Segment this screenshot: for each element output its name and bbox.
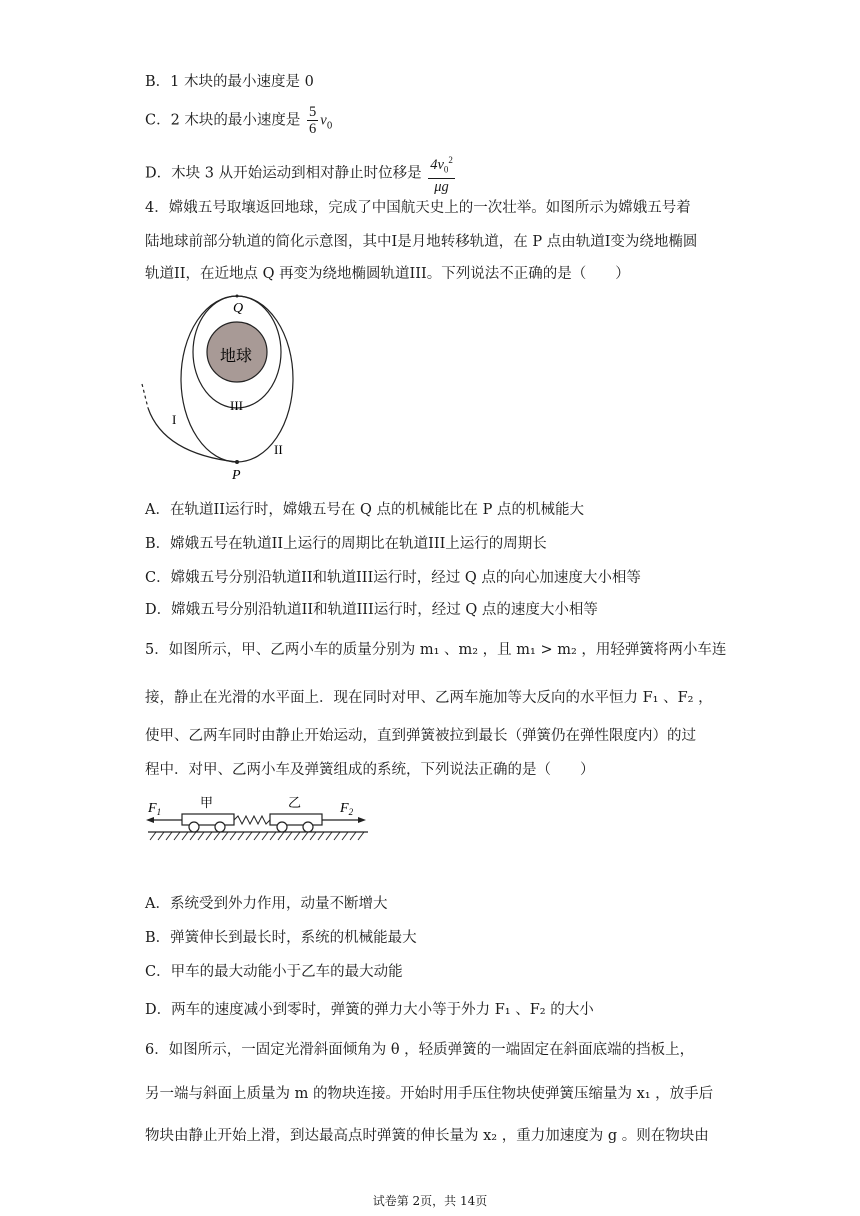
q3-option-d-text: D．木块 3 从开始运动到相对静止时位移是 [145, 165, 422, 182]
q4-option-d: D．嫦娥五号分别沿轨道II和轨道III运行时，经过 Q 点的速度大小相等 [145, 602, 598, 618]
label-f2: $F_2$ [340, 801, 354, 817]
label-iii: III [230, 398, 243, 413]
carts-diagram [140, 790, 372, 848]
q5-stem-line-4: 程中．对甲、乙两小车及弹簧组成的系统，下列说法正确的是（ ） [145, 762, 595, 778]
fraction-numerator: 5 [309, 104, 317, 120]
ground-hatching [150, 832, 364, 840]
q5-stem-line-1: 5．如图所示，甲、乙两小车的质量分别为 m₁ 、m₂ ，且 m₁ > m₂ ，用轻弹簧将两小车连 [145, 642, 727, 658]
velocity-subscript: 0 [326, 121, 333, 132]
arrow-f2-head [358, 817, 366, 823]
q4-option-c: C．嫦娥五号分别沿轨道II和轨道III运行时，经过 Q 点的向心加速度大小相等 [145, 570, 641, 586]
orbit-i [148, 408, 237, 462]
wheel [277, 822, 287, 832]
velocity-symbol: v [320, 112, 327, 129]
q4-option-b: B．嫦娥五号在轨道II上运行的周期比在轨道III上运行的周期长 [145, 536, 547, 552]
q3-option-b: B．1 木块的最小速度是 0 [145, 74, 314, 90]
q6-stem-line-1: 6．如图所示，一固定光滑斜面倾角为 θ ，轻质弹簧的一端固定在斜面底端的挡板上， [145, 1042, 695, 1058]
label-q: Q [233, 301, 244, 316]
q6-stem-line-2: 另一端与斜面上质量为 m 的物块连接。开始时用手压住物块使弹簧压缩量为 x₁ ，放手后 [145, 1086, 714, 1102]
q5-stem-line-3: 使甲、乙两车同时由静止开始运动，直到弹簧被拉到最长（弹簧仍在弹性限度内）的过 [145, 728, 696, 744]
wheel [215, 822, 225, 832]
point-p [235, 460, 239, 464]
point-q [236, 295, 239, 298]
q5-option-b: B．弹簧伸长到最长时，系统的机械能最大 [145, 930, 417, 946]
q5-option-c: C．甲车的最大动能小于乙车的最大动能 [145, 964, 403, 980]
label-f1: $F_1$ [148, 801, 162, 817]
q5-option-d: D．两车的速度减小到零时，弹簧的弹力大小等于外力 F₁ 、F₂ 的大小 [145, 1002, 594, 1018]
fraction [428, 152, 455, 195]
fraction-denominator: 6 [309, 121, 317, 137]
q4-stem-line-1: 4．嫦娥五号取壤返回地球，完成了中国航天史上的一次壮举。如图所示为嫦娥五号着 [145, 200, 691, 216]
fraction-denominator: μg [434, 178, 449, 195]
label-jia: 甲 [200, 795, 214, 810]
label-earth: 地球 [220, 348, 253, 365]
q5-stem-line-2: 接，静止在光滑的水平面上．现在同时对甲、乙两车施加等大反向的水平恒力 F₁ 、F₂ ， [145, 690, 713, 706]
q4-stem-line-3: 轨道II，在近地点 Q 再变为绕地椭圆轨道III。下列说法不正确的是（ ） [145, 266, 630, 282]
label-ii: II [274, 442, 283, 457]
numerator-text: 4v [430, 156, 444, 173]
label-i: I [172, 412, 177, 427]
numerator-subscript: 0 [443, 164, 449, 175]
wheel [189, 822, 199, 832]
label-p: P [232, 468, 241, 483]
numerator-superscript: 2 [448, 155, 453, 165]
orbit-i-dashed [142, 384, 148, 408]
fraction [307, 104, 318, 137]
wheel [303, 822, 313, 832]
spring [234, 816, 270, 824]
q6-stem-line-3: 物块由静止开始上滑，到达最高点时弹簧的伸长量为 x₂ ，重力加速度为 g 。则在物块由 [145, 1128, 709, 1144]
arrow-f1-head [146, 817, 154, 823]
q4-option-a: A．在轨道II运行时，嫦娥五号在 Q 点的机械能比在 P 点的机械能大 [145, 502, 585, 518]
q4-stem-line-2: 陆地球前部分轨道的简化示意图，其中I是月地转移轨道，在 P 点由轨道I变为绕地椭圆 [145, 234, 698, 250]
q3-option-c [145, 104, 332, 137]
orbit-diagram [140, 292, 320, 488]
fraction-numerator [428, 152, 455, 179]
page-footer: 试卷第 2页，共 14页 [372, 1194, 488, 1208]
label-yi: 乙 [288, 795, 302, 810]
q3-option-d [145, 152, 457, 195]
q3-option-c-text: C．2 木块的最小速度是 [145, 112, 301, 129]
q5-option-a: A．系统受到外力作用，动量不断增大 [145, 896, 388, 912]
